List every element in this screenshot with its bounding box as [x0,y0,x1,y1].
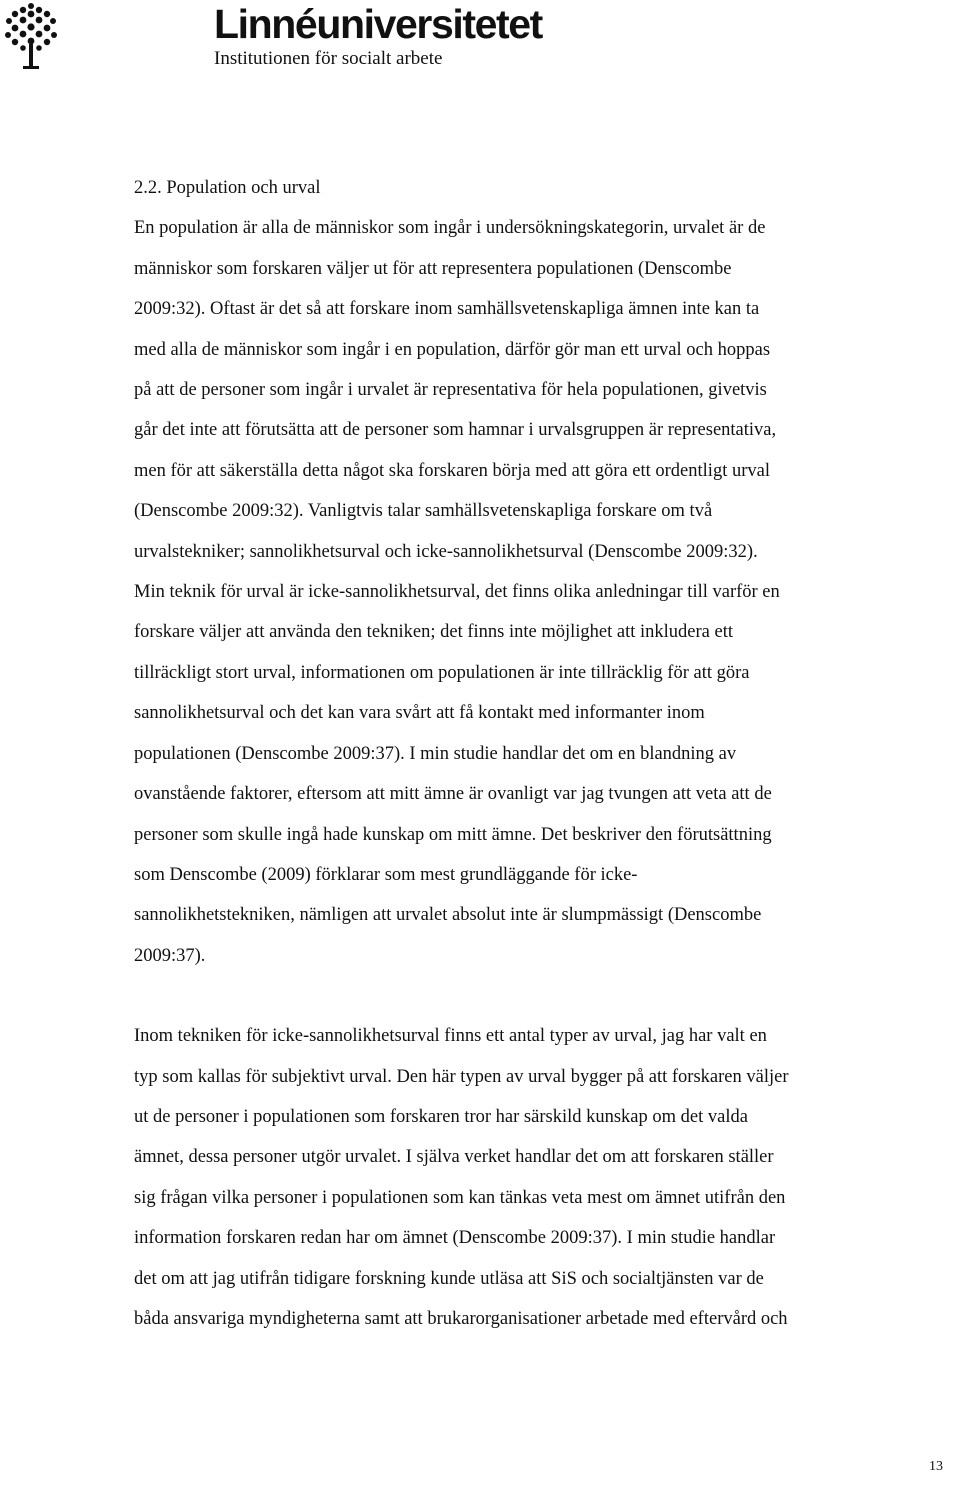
document-body [134,168,960,1339]
text-line: urvalstekniker; sannolikhetsurval och icke-sannolikhetsurval (Denscombe 2009:32). [134,541,758,562]
text-line: ut de personer i populationen som forskaren tror har särskild kunskap om det valda [134,1106,748,1127]
text-line: forskare väljer att använda den tekniken; det finns inte möjlighet att inkludera ett [134,622,733,643]
text-line: (Denscombe 2009:32). Vanligtvis talar samhällsvetenskapliga forskare om två [134,501,713,522]
tree-logo-icon [4,2,58,70]
text-line: sannolikhetsurval och det kan vara svårt att få kontakt med informanter inom [134,703,705,724]
page-number: 13 [929,1459,943,1474]
section-heading: 2.2. Population och urval [134,178,321,198]
text-line: går det inte att förutsätta att de personer som hamnar i urvalsgruppen är representativa, [134,420,777,441]
text-line: personer som skulle ingå hade kunskap om mitt ämne. Det beskriver den förutsättning [134,824,772,845]
text-line: Min teknik för urval är icke-sannolikhetsurval, det finns olika anledningar till varför en [134,582,780,603]
text-line: populationen (Denscombe 2009:37). I min studie handlar det om en blandning av [134,743,737,764]
document-header [4,2,624,72]
text-line: sannolikhetstekniken, nämligen att urvalet absolut inte är slumpmässigt (Denscombe [134,905,762,926]
text-line: En population är alla de människor som ingår i undersökningskategorin, urvalet är de [134,218,766,239]
text-line: ovanstående faktorer, eftersom att mitt ämne är ovanligt var jag tvungen att veta att de [134,784,772,805]
text-line: det om att jag utifrån tidigare forskning kunde utläsa att SiS och socialtjänsten var de [134,1268,764,1289]
text-line: typ som kallas för subjektivt urval. Den här typen av urval bygger på att forskaren väljer [134,1066,789,1087]
text-line: 2009:32). Oftast är det så att forskare inom samhällsvetenskapliga ämnen inte kan ta [134,299,760,320]
text-line: Inom tekniken för icke-sannolikhetsurval finns ett antal typer av urval, jag har valt en [134,1026,767,1047]
text-line: som Denscombe (2009) förklarar som mest grundläggande för icke- [134,864,638,885]
text-line: båda ansvariga myndigheterna samt att brukarorganisationer arbetade med eftervård och [134,1308,788,1329]
text-line: ämnet, dessa personer utgör urvalet. I själva verket handlar det om att forskaren ställer [134,1147,774,1168]
text-line: tillräckligt stort urval, informationen om populationen är inte tillräcklig för att göra [134,662,750,683]
university-name: Linnéuniversitetet [214,1,542,47]
text-line: med alla de människor som ingår i en population, därför gör man ett urval och hoppas [134,339,771,360]
text-line: men för att säkerställa detta något ska forskaren börja med att göra ett ordentligt urval [134,460,770,481]
text-line: 2009:37). [134,945,206,966]
text-line: människor som forskaren väljer ut för att representera populationen (Denscombe [134,258,732,279]
paragraph-subjektivt-urval [134,1016,960,1339]
text-line: information forskaren redan har om ämnet (Denscombe 2009:37). I min studie handlar [134,1228,776,1249]
institution-name: Institutionen för socialt arbete [214,48,443,69]
paragraph-population-urval [134,208,960,976]
text-line: på att de personer som ingår i urvalet är representativa för hela populationen, givetvis [134,380,767,401]
text-line: sig frågan vilka personer i populationen som kan tänkas veta mest om ämnet utifrån den [134,1187,786,1208]
